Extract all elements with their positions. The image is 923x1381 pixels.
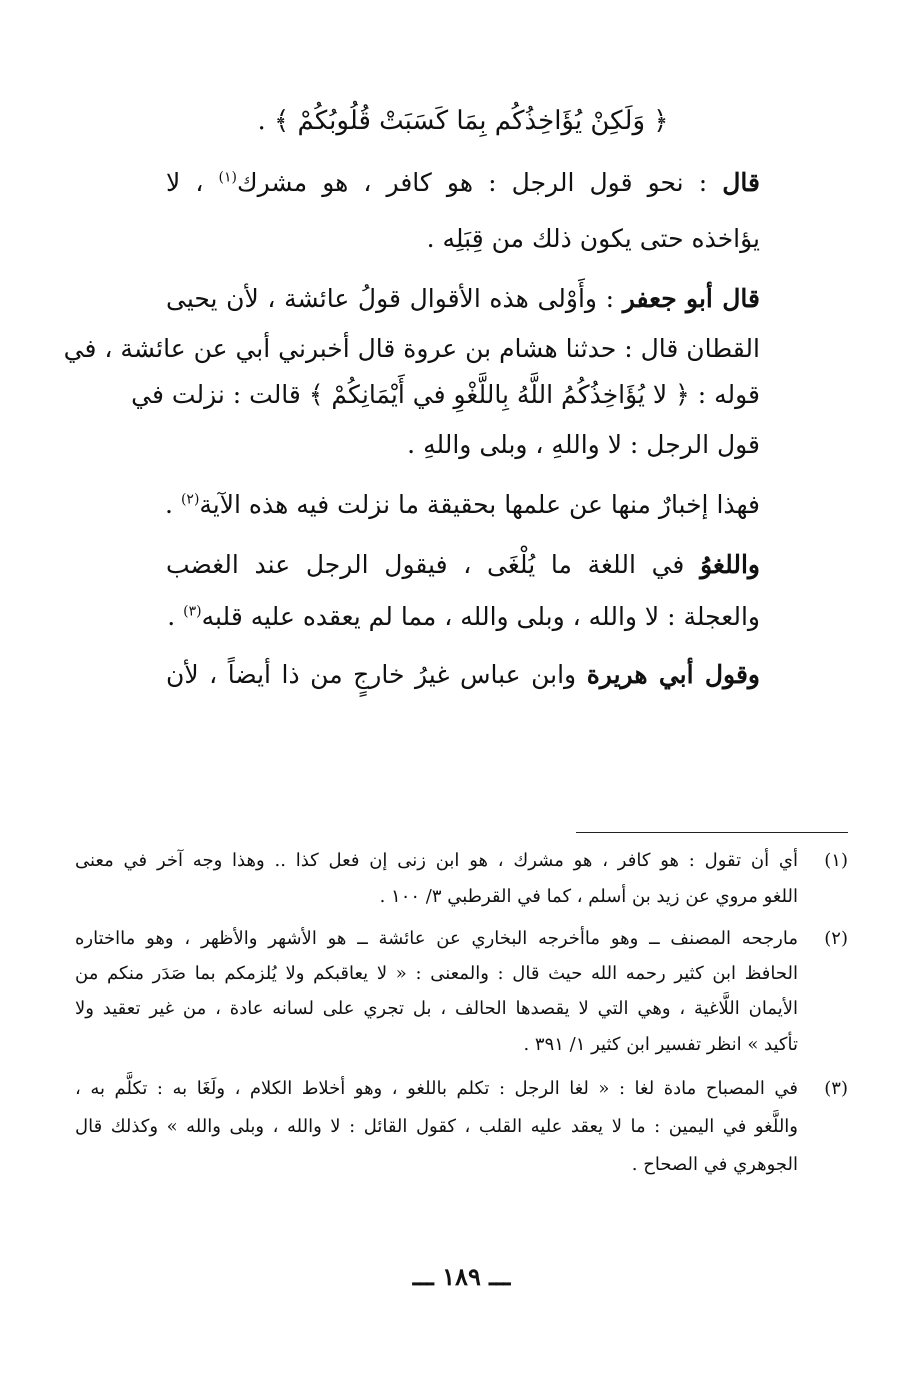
- line-text: قوله : ﴿ لا يُؤَاخِذُكُمُ اللَّهُ بِاللَّغْوِ في أَيْمَانِكُمْ ﴾ قالت : نزلت في: [131, 380, 760, 409]
- line-text: قول الرجل : لا واللهِ ، وبلى واللهِ .: [407, 430, 760, 459]
- footnote-line: واللَّغو في اليمين : ما لا يعقد عليه القلب ، كقول القائل : لا والله ، وبلى والله » وكذلك قال: [75, 1116, 798, 1137]
- paragraph-2-line-4: [166, 430, 760, 459]
- footnote-2: [75, 928, 848, 1078]
- footnote-line: مارجحه المصنف ــ وهو ماأخرجه البخاري عن عائشة ــ هو الأشهر والأظهر ، وهو مااختاره: [75, 928, 799, 949]
- line-text: : وأَوْلى هذه الأقوال قولُ عائشة ، لأن يحيى: [166, 284, 623, 313]
- speaker-label: وقول أبي هريرة: [586, 660, 760, 689]
- footnote-line: تأكيد » انظر تفسير ابن كثير ١/ ٣٩١ .: [523, 1034, 798, 1055]
- line-text: فهذا إخبارٌ منها عن علمها بحقيقة ما نزلت فيه هذه الآية: [199, 490, 760, 519]
- footnote-line: الأيمان اللَّاغية ، وهي التي لا يقصدها الحالف ، بل تجري على لسانه عادة ، من غير تعقيد ولا: [75, 998, 798, 1019]
- footnote-number: (٣): [824, 1078, 848, 1099]
- footnote-line: الجوهري في الصحاح .: [631, 1154, 798, 1175]
- paragraph-4-line-2: [166, 602, 760, 631]
- paragraph-4-line-1: [166, 550, 760, 579]
- paragraph-2-line-2: [63, 334, 760, 363]
- line-tail: .: [167, 602, 184, 631]
- line-text: في اللغة ما يُلْغَى ، فيقول الرجل عند الغضب: [166, 550, 701, 579]
- line-tail: ، لا: [166, 168, 219, 197]
- speaker-label: قال أبو جعفر: [622, 284, 760, 313]
- paragraph-3-line-1: [166, 490, 760, 519]
- footnote-line: اللغو مروي عن زيد بن أسلم ، كما في القرطبي ٣/ ١٠٠ .: [379, 886, 798, 907]
- paragraph-1-line-1: [166, 168, 760, 197]
- line-text: : نحو قول الرجل : هو كافر ، هو مشرك: [237, 168, 723, 197]
- footnote-number: (٢): [824, 928, 848, 949]
- paragraph-5-line-1: [166, 660, 760, 689]
- footnote-number: (١): [824, 850, 848, 871]
- page-number: ـــ ١٨٩ ـــ: [412, 1262, 511, 1291]
- footnote-ref-2[interactable]: (٢): [180, 491, 200, 508]
- line-text: القطان قال : حدثنا هشام بن عروة قال أخبرني أبي عن عائشة ، في: [63, 334, 760, 363]
- footnote-3: [75, 1078, 848, 1188]
- line-text: يؤاخذه حتى يكون ذلك من قِبَلِه .: [426, 224, 760, 253]
- footnote-separator: [576, 832, 848, 833]
- speaker-label: قال: [722, 168, 760, 197]
- footnote-line: الحافظ ابن كثير رحمه الله حيث قال : والمعنى : « لا يعاقبكم ولا يُلزمكم بما صَدَر منكم من: [75, 963, 798, 984]
- footnote-1: [75, 850, 848, 930]
- paragraph-2-line-1: [166, 284, 760, 313]
- line-tail: .: [165, 490, 181, 519]
- main-text: [63, 0, 760, 760]
- paragraph-2-line-3: [131, 380, 760, 409]
- line-text: وابن عباس غيرُ خارجٍ من ذا أيضاً ، لأن: [166, 660, 587, 689]
- term-label: واللغوُ: [700, 550, 760, 579]
- line-text: والعجلة : لا والله ، وبلى والله ، مما لم يعقده عليه قلبه: [201, 602, 760, 631]
- footnote-line: في المصباح مادة لغا : « لغا الرجل : تكلم باللغو ، وهو أخلاط الكلام ، ولَغَا به : تكلَّم به ،: [75, 1078, 798, 1099]
- footnote-ref-3[interactable]: (٣): [183, 603, 202, 620]
- verse-text: ﴿ وَلَكِنْ يُؤَاخِذُكُم بِمَا كَسَبَتْ قُلُوبُكُمْ ﴾ .: [257, 106, 669, 136]
- quran-verse: [166, 106, 760, 136]
- footnote-line: أي أن تقول : هو كافر ، هو مشرك ، هو ابن زنى إن فعل كذا .. وهذا وجه آخر في معنى: [75, 850, 798, 871]
- footnote-ref-1[interactable]: (١): [218, 169, 237, 186]
- paragraph-1-line-2: [166, 224, 760, 253]
